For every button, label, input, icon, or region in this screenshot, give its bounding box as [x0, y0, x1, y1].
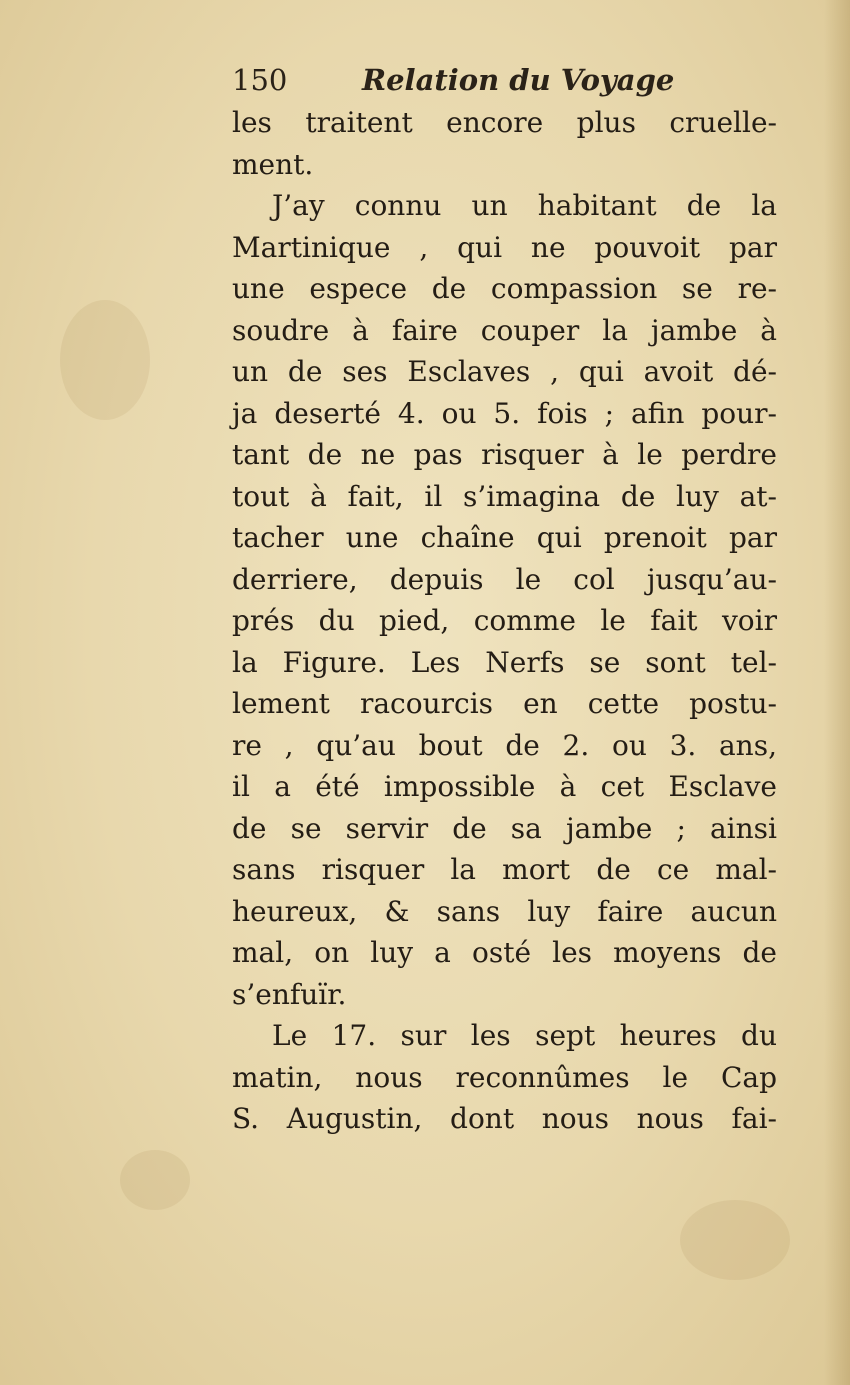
text-line: matin, nous reconnûmes le Cap	[232, 1060, 777, 1094]
text-line: sans risquer la mort de ce mal-	[232, 853, 777, 886]
text-line: s’enfuïr.	[232, 977, 347, 1011]
running-title: Relation du Voyage	[362, 63, 675, 97]
text-line: heureux, & sans luy faire aucun	[232, 894, 777, 928]
text-line: mal, on luy a osté les moyens de	[232, 936, 777, 969]
text-line: une espece de compassion se re-	[232, 272, 777, 305]
text-line: un de ses Esclaves , qui avoit dé-	[232, 355, 777, 388]
text-line: Martinique , qui ne pouvoit par	[232, 230, 777, 264]
text-line: S. Augustin, dont nous nous fai-	[232, 1102, 777, 1135]
text-line: la Figure. Les Nerfs se sont tel-	[232, 645, 777, 679]
text-line: il a été impossible à cet Esclave	[232, 770, 777, 803]
text-line: tant de ne pas risquer à le perdre	[232, 438, 777, 471]
paper-stain	[680, 1200, 790, 1280]
text-line: de se servir de sa jambe ; ainsi	[232, 811, 777, 845]
paper-stain	[60, 300, 150, 420]
text-line: J’ay connu un habitant de la	[272, 189, 777, 222]
running-head	[232, 58, 777, 102]
paper-stain	[120, 1150, 190, 1210]
text-line: ment.	[232, 147, 314, 181]
text-line: ja deserté 4. ou 5. fois ; afin pour-	[232, 396, 777, 430]
text-line: tout à fait, il s’imagina de luy at-	[232, 479, 777, 513]
page-number: 150	[232, 63, 288, 97]
body-text	[232, 102, 777, 1140]
text-line: lement racourcis en cette postu-	[232, 687, 777, 720]
text-line: Le 17. sur les sept heures du	[272, 1019, 777, 1052]
text-line: soudre à faire couper la jambe à	[232, 313, 777, 347]
text-line: les traitent encore plus cruelle-	[232, 106, 777, 139]
text-line: derriere, depuis le col jusqu’au-	[232, 562, 777, 596]
text-line: re , qu’au bout de 2. ou 3. ans,	[232, 728, 777, 762]
text-line: prés du pied, comme le fait voir	[232, 604, 777, 637]
text-line: tacher une chaîne qui prenoit par	[232, 521, 777, 554]
page-edge-shadow	[824, 0, 850, 1385]
